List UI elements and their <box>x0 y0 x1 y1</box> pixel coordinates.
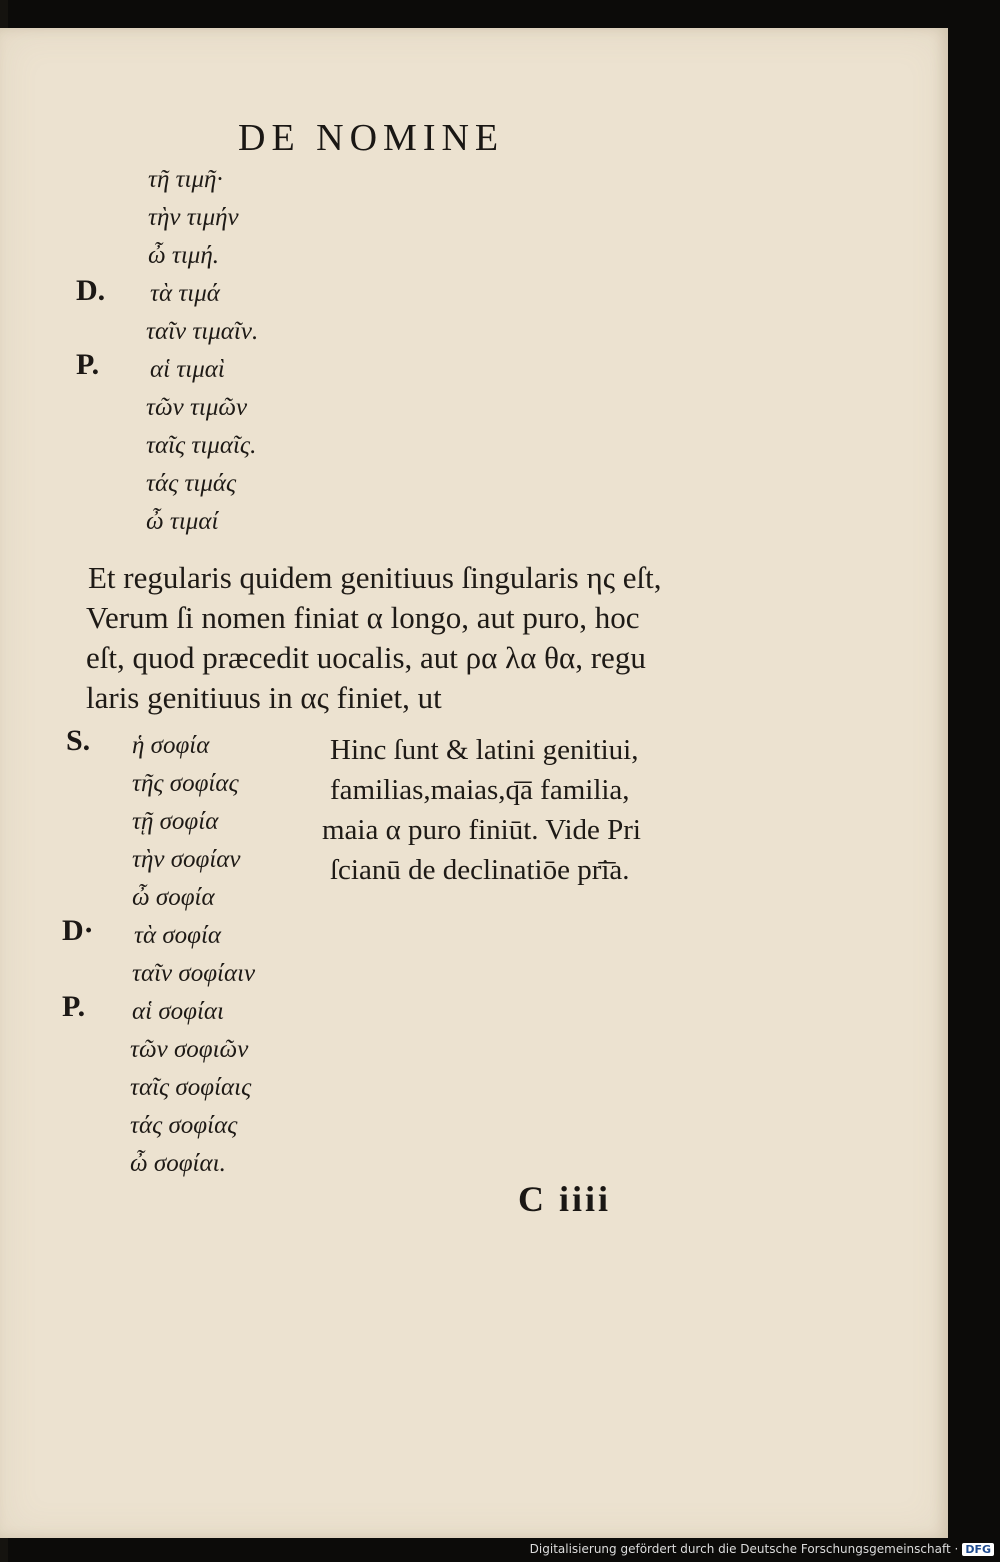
greek-form: ὦ τιμαί <box>146 508 219 535</box>
greek-form: τῶν σοφιῶν <box>130 1036 249 1063</box>
greek-form: αἱ σοφίαι <box>132 998 224 1025</box>
greek-form: ὦ σοφίαι. <box>130 1150 226 1177</box>
digitization-credit <box>530 1542 994 1556</box>
paragraph-line: Verum ſi nomen finiat α longo, aut puro, hoc <box>86 600 640 635</box>
greek-form: τῇ σοφία <box>132 808 219 835</box>
paragraph-line: Et regularis quidem genitiuus ſingularis ης eſt, <box>88 560 662 595</box>
greek-form: τὴν τιμήν <box>148 204 239 231</box>
paragraph-line: eſt, quod præcedit uocalis, aut ρα λα θα, regu <box>86 640 646 675</box>
credit-text: Digitalisierung gefördert durch die Deutsche Forschungsgemeinschaft · <box>529 1542 959 1556</box>
greek-form: τῆ τιμῆ· <box>148 166 223 193</box>
greek-form: ὦ σοφία <box>132 884 215 911</box>
side-note-line: maia α puro finiūt. Vide Pri <box>322 814 641 846</box>
greek-form: ἡ σοφία <box>132 732 210 759</box>
greek-form: τάς σοφίας <box>130 1112 238 1139</box>
greek-form: ταῖν σοφίαιν <box>132 960 256 987</box>
signature-mark: C iiii <box>518 1179 612 1219</box>
number-label-dual: D. <box>76 274 106 307</box>
dfg-logo: DFG <box>962 1543 994 1556</box>
greek-form: τὴν σοφίαν <box>132 846 241 873</box>
number-label-plural: P. <box>76 348 100 381</box>
paragraph-line: laris genitiuus in ας finiet, ut <box>86 680 442 715</box>
number-label-dual: D· <box>62 914 94 947</box>
greek-form: τῆς σοφίας <box>132 770 239 797</box>
side-note-line: ſcianū de declinatiōe pr͞ia. <box>330 854 630 886</box>
number-label-plural: P. <box>62 990 86 1023</box>
side-note-line: Hinc ſunt & latini genitiui, <box>330 734 639 766</box>
greek-form: ταῖν τιμαῖν. <box>146 318 259 345</box>
running-head: DE NOMINE <box>238 117 505 159</box>
side-note-line: familias,maias,q͞a familia, <box>330 774 630 806</box>
greek-form: ταῖς τιμαῖς. <box>146 432 257 459</box>
greek-form: ταῖς σοφίαις <box>130 1074 252 1101</box>
number-label-singular: S. <box>66 724 91 757</box>
greek-form: αἱ τιμαὶ <box>150 356 225 383</box>
greek-form: τὰ σοφία <box>134 922 222 949</box>
greek-form: τάς τιμάς <box>146 470 237 497</box>
greek-form: τὰ τιμά <box>150 280 220 307</box>
greek-form: ὦ τιμή. <box>148 242 219 269</box>
greek-form: τῶν τιμῶν <box>146 394 248 421</box>
